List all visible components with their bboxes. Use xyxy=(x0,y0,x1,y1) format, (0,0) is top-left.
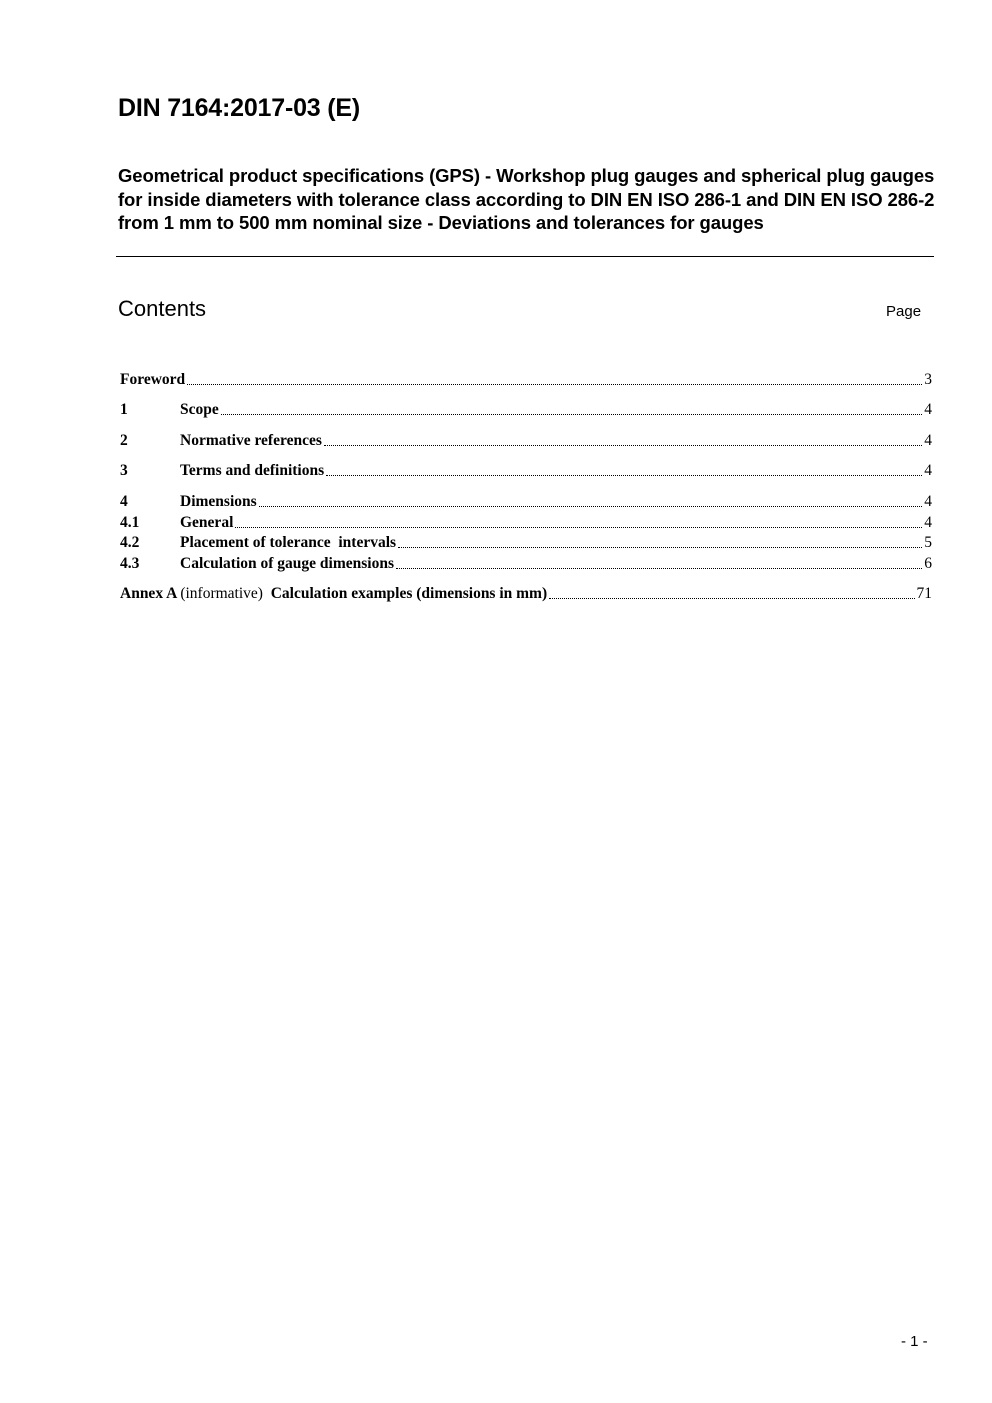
toc-entry-page: 4 xyxy=(924,432,932,449)
toc-entry-scope[interactable] xyxy=(120,400,932,420)
toc-annex-label xyxy=(120,584,547,604)
toc-entry-number: 4.2 xyxy=(120,534,140,551)
toc-entry-label: Placement of tolerance intervals xyxy=(180,534,397,551)
toc-entry-page: 4 xyxy=(924,401,932,418)
toc-entry-page: 3 xyxy=(924,371,932,388)
toc-entry-number: 3 xyxy=(120,462,128,479)
toc-entry-dimensions[interactable] xyxy=(120,492,932,512)
toc-entry-label: Scope xyxy=(180,401,219,418)
annex-title: Calculation examples (dimensions in mm) xyxy=(270,585,548,602)
toc-entry-page: 6 xyxy=(924,555,932,572)
toc-entry-normative-references[interactable] xyxy=(120,431,932,451)
toc-entry-page: 4 xyxy=(924,493,932,510)
toc-entry-label: Dimensions xyxy=(180,493,257,510)
page-number: - 1 - xyxy=(901,1333,928,1350)
toc-entry-page: 71 xyxy=(916,585,932,602)
contents-heading: Contents xyxy=(118,296,207,321)
toc-entry-terms-and-definitions[interactable] xyxy=(120,461,932,481)
toc-entry-label: Foreword xyxy=(120,371,186,388)
toc-dot-leader xyxy=(396,568,922,569)
toc-entry-annex-a[interactable] xyxy=(120,584,932,604)
page-column-heading: Page xyxy=(886,303,922,320)
toc-entry-foreword[interactable] xyxy=(120,370,932,390)
toc-dot-leader xyxy=(221,414,923,415)
toc-entry-number: 4.3 xyxy=(120,555,140,572)
toc-dot-leader xyxy=(326,475,922,476)
toc-dot-leader xyxy=(324,445,922,446)
toc-entry-label: Terms and definitions xyxy=(180,462,325,479)
toc-dot-leader xyxy=(549,598,914,599)
title-underline xyxy=(116,256,934,257)
toc-entry-number: 2 xyxy=(120,432,128,449)
toc-entry-placement-of-tolerance-intervals[interactable] xyxy=(120,533,932,553)
toc-entry-label: Calculation of gauge dimensions xyxy=(180,555,395,572)
document-title: Geometrical product specifications (GPS) - Workshop plug gauges and spherical plug gauges for inside diameters with tolerance class according to DIN EN ISO 286-1 and DIN EN ISO 286-2 from 1 mm to 500 mm nominal size - Deviations and tolerances for gauges xyxy=(118,165,935,233)
toc-entry-calculation-of-gauge-dimensions[interactable] xyxy=(120,554,932,574)
document-id: DIN 7164:2017-03 (E) xyxy=(118,94,360,122)
toc-dot-leader xyxy=(398,547,922,548)
toc-entry-page: 4 xyxy=(924,462,932,479)
toc-dot-leader xyxy=(235,527,922,528)
toc-entry-label: Normative references xyxy=(180,432,322,449)
toc-dot-leader xyxy=(187,384,922,385)
toc-entry-number: 1 xyxy=(120,401,128,418)
toc-entry-number: 4 xyxy=(120,493,128,510)
toc-entry-page: 4 xyxy=(924,514,932,531)
annex-prefix: Annex A xyxy=(120,585,177,602)
toc-entry-general[interactable] xyxy=(120,513,932,533)
toc-entry-number: 4.1 xyxy=(120,514,140,531)
annex-qualifier: (informative) xyxy=(180,585,263,602)
toc-dot-leader xyxy=(259,506,923,507)
toc-entry-label: General xyxy=(180,514,234,531)
toc-entry-page: 5 xyxy=(924,534,932,551)
